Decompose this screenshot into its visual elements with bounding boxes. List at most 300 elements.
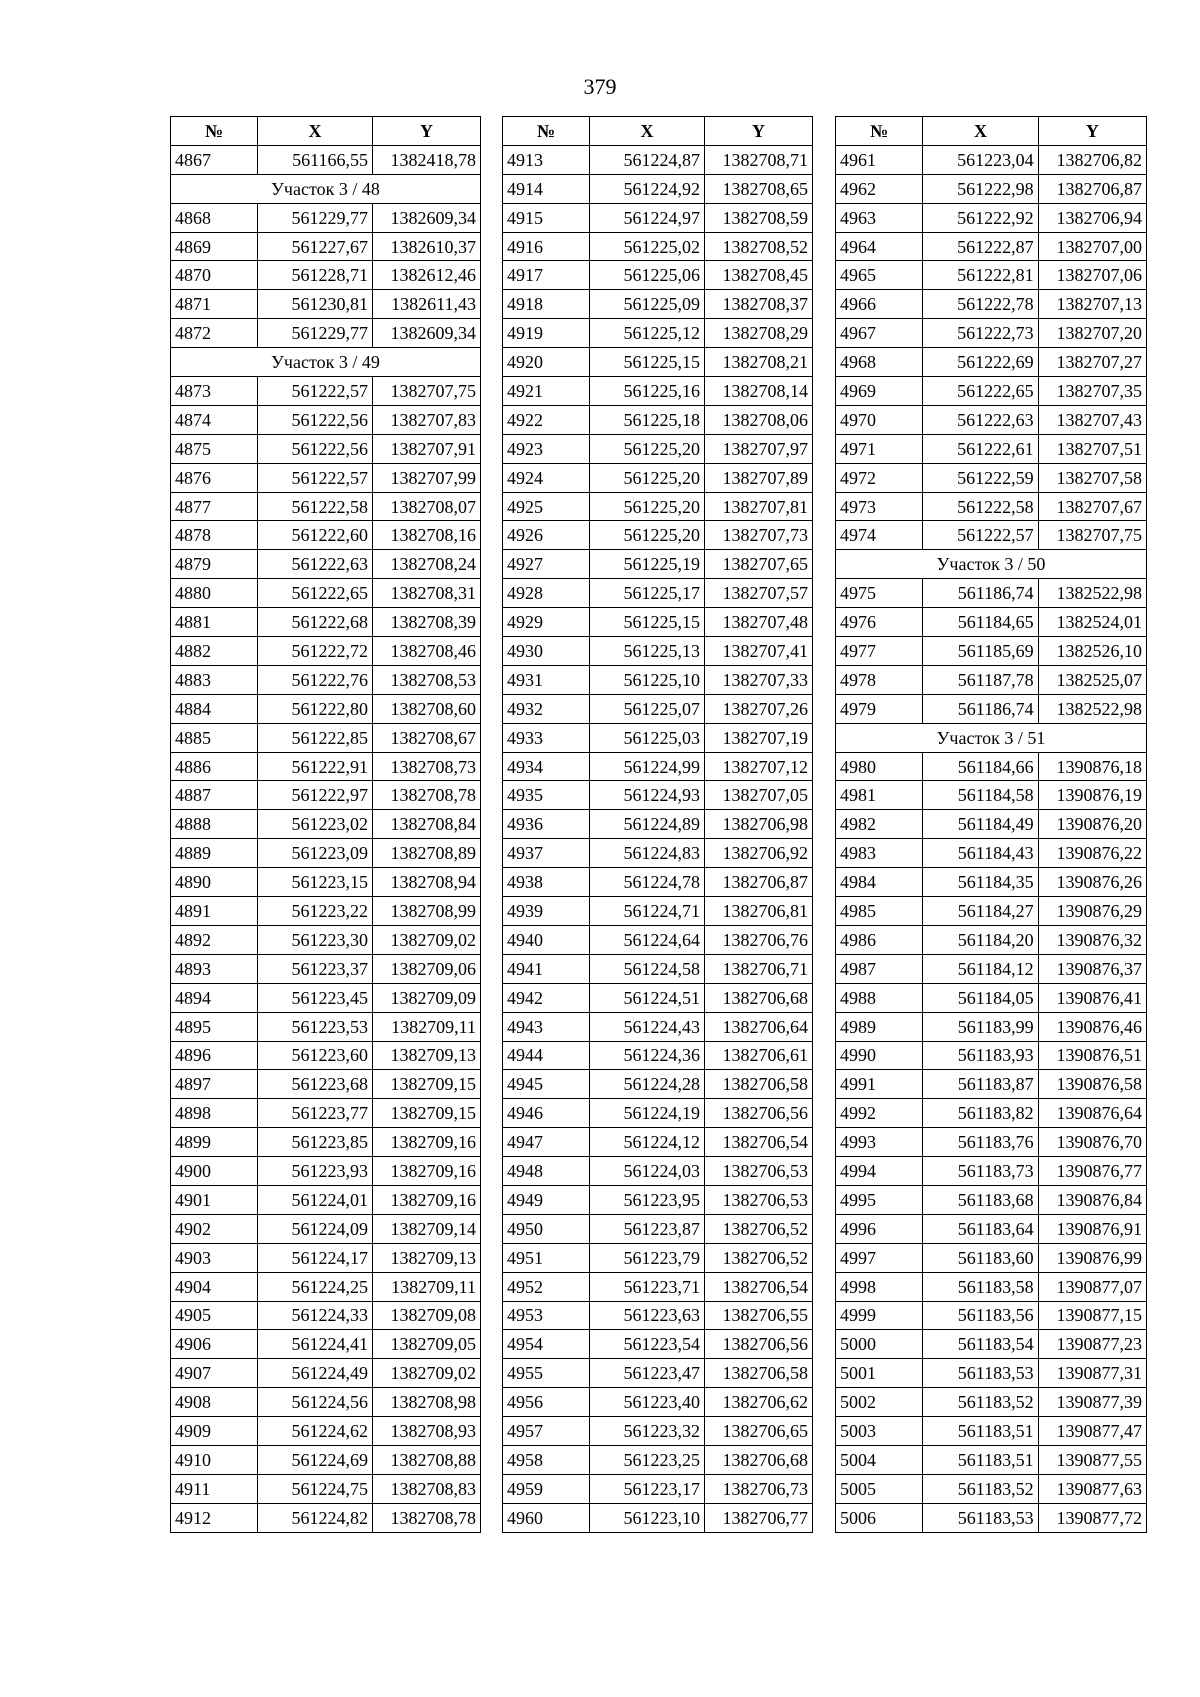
header-y: Y <box>705 117 813 146</box>
cell-x: 561183,53 <box>923 1503 1038 1532</box>
cell-y: 1390876,84 <box>1038 1185 1146 1214</box>
cell-num: 4963 <box>836 203 923 232</box>
cell-x: 561183,87 <box>923 1070 1038 1099</box>
table-row <box>503 1128 813 1157</box>
cell-num: 4884 <box>171 694 258 723</box>
cell-y: 1382706,73 <box>705 1474 813 1503</box>
cell-num: 4906 <box>171 1330 258 1359</box>
cell-num: 4925 <box>503 492 590 521</box>
cell-y: 1382707,41 <box>705 637 813 666</box>
cell-x: 561222,59 <box>923 463 1038 492</box>
cell-num: 4895 <box>171 1012 258 1041</box>
cell-x: 561223,47 <box>590 1359 705 1388</box>
cell-y: 1382706,58 <box>705 1070 813 1099</box>
table-row <box>503 348 813 377</box>
cell-y: 1382707,51 <box>1038 434 1146 463</box>
cell-x: 561224,03 <box>590 1157 705 1186</box>
cell-y: 1382706,61 <box>705 1041 813 1070</box>
cell-num: 4960 <box>503 1503 590 1532</box>
cell-x: 561183,64 <box>923 1214 1038 1243</box>
cell-y: 1382706,58 <box>705 1359 813 1388</box>
cell-x: 561224,12 <box>590 1128 705 1157</box>
cell-x: 561225,18 <box>590 405 705 434</box>
cell-num: 4939 <box>503 897 590 926</box>
cell-x: 561224,43 <box>590 1012 705 1041</box>
coordinates-table-1 <box>170 116 481 1533</box>
cell-x: 561223,10 <box>590 1503 705 1532</box>
cell-x: 561184,27 <box>923 897 1038 926</box>
cell-y: 1382610,37 <box>373 232 481 261</box>
section-row <box>836 723 1147 752</box>
cell-num: 4869 <box>171 232 258 261</box>
cell-x: 561222,91 <box>258 752 373 781</box>
cell-num: 5005 <box>836 1474 923 1503</box>
cell-x: 561224,92 <box>590 174 705 203</box>
cell-y: 1382709,02 <box>373 1359 481 1388</box>
cell-x: 561186,74 <box>923 579 1038 608</box>
cell-x: 561183,73 <box>923 1157 1038 1186</box>
cell-y: 1382708,94 <box>373 868 481 897</box>
cell-x: 561223,77 <box>258 1099 373 1128</box>
cell-x: 561222,65 <box>923 377 1038 406</box>
table-row <box>503 203 813 232</box>
cell-num: 4972 <box>836 463 923 492</box>
table-row <box>836 1503 1147 1532</box>
table-row <box>171 897 481 926</box>
cell-num: 4965 <box>836 261 923 290</box>
cell-y: 1382707,05 <box>705 781 813 810</box>
cell-num: 4993 <box>836 1128 923 1157</box>
cell-y: 1382708,98 <box>373 1388 481 1417</box>
header-x: X <box>258 117 373 146</box>
cell-y: 1382609,34 <box>373 319 481 348</box>
cell-num: 4902 <box>171 1214 258 1243</box>
cell-num: 4964 <box>836 232 923 261</box>
cell-x: 561229,77 <box>258 203 373 232</box>
table-row <box>171 290 481 319</box>
cell-x: 561222,78 <box>923 290 1038 319</box>
cell-num: 4912 <box>171 1503 258 1532</box>
cell-x: 561223,63 <box>590 1301 705 1330</box>
cell-y: 1390876,22 <box>1038 839 1146 868</box>
cell-y: 1390877,39 <box>1038 1388 1146 1417</box>
table-row <box>503 694 813 723</box>
table-header-row <box>503 117 813 146</box>
cell-y: 1382709,11 <box>373 1012 481 1041</box>
cell-num: 4970 <box>836 405 923 434</box>
cell-x: 561224,51 <box>590 983 705 1012</box>
table-row <box>171 1012 481 1041</box>
cell-x: 561225,09 <box>590 290 705 319</box>
table-row <box>503 377 813 406</box>
cell-y: 1382708,59 <box>705 203 813 232</box>
cell-y: 1382707,00 <box>1038 232 1146 261</box>
cell-num: 4917 <box>503 261 590 290</box>
cell-y: 1382708,84 <box>373 810 481 839</box>
table-row <box>171 1359 481 1388</box>
cell-y: 1390876,19 <box>1038 781 1146 810</box>
table-row <box>171 377 481 406</box>
cell-x: 561183,68 <box>923 1185 1038 1214</box>
cell-y: 1390876,37 <box>1038 954 1146 983</box>
table-row <box>171 1417 481 1446</box>
table-row <box>503 1388 813 1417</box>
table-row <box>171 319 481 348</box>
cell-num: 4896 <box>171 1041 258 1070</box>
table-row <box>503 637 813 666</box>
cell-num: 4874 <box>171 405 258 434</box>
cell-x: 561224,69 <box>258 1445 373 1474</box>
cell-num: 4945 <box>503 1070 590 1099</box>
table-row <box>171 665 481 694</box>
table-row <box>503 579 813 608</box>
header-x: X <box>923 117 1038 146</box>
cell-x: 561225,20 <box>590 492 705 521</box>
cell-num: 4951 <box>503 1243 590 1272</box>
cell-y: 1382707,12 <box>705 752 813 781</box>
cell-num: 4962 <box>836 174 923 203</box>
cell-x: 561230,81 <box>258 290 373 319</box>
cell-x: 561222,56 <box>258 434 373 463</box>
cell-y: 1382708,78 <box>373 1503 481 1532</box>
cell-num: 4937 <box>503 839 590 868</box>
page-number: 379 <box>583 74 617 99</box>
cell-x: 561223,68 <box>258 1070 373 1099</box>
cell-y: 1390876,26 <box>1038 868 1146 897</box>
cell-x: 561225,13 <box>590 637 705 666</box>
cell-x: 561183,93 <box>923 1041 1038 1070</box>
cell-y: 1382708,31 <box>373 579 481 608</box>
table-row <box>171 145 481 174</box>
cell-num: 4890 <box>171 868 258 897</box>
cell-y: 1382706,64 <box>705 1012 813 1041</box>
table-row <box>503 897 813 926</box>
cell-x: 561183,51 <box>923 1417 1038 1446</box>
cell-y: 1382706,98 <box>705 810 813 839</box>
table-row <box>171 1185 481 1214</box>
cell-num: 4982 <box>836 810 923 839</box>
header-num: № <box>503 117 590 146</box>
table-row <box>171 1214 481 1243</box>
table-row <box>171 608 481 637</box>
cell-num: 4954 <box>503 1330 590 1359</box>
cell-x: 561184,35 <box>923 868 1038 897</box>
cell-x: 561222,58 <box>923 492 1038 521</box>
section-row <box>171 174 481 203</box>
cell-num: 4936 <box>503 810 590 839</box>
header-x: X <box>590 117 705 146</box>
cell-x: 561225,20 <box>590 463 705 492</box>
cell-num: 4989 <box>836 1012 923 1041</box>
cell-x: 561222,65 <box>258 579 373 608</box>
cell-y: 1382706,94 <box>1038 203 1146 232</box>
cell-y: 1390876,99 <box>1038 1243 1146 1272</box>
cell-y: 1382707,67 <box>1038 492 1146 521</box>
table-row <box>171 434 481 463</box>
table-row <box>836 1359 1147 1388</box>
table-row <box>171 694 481 723</box>
table-row <box>836 1272 1147 1301</box>
cell-y: 1382707,43 <box>1038 405 1146 434</box>
table-row <box>171 1099 481 1128</box>
cell-num: 4961 <box>836 145 923 174</box>
table-row <box>503 983 813 1012</box>
cell-y: 1382707,20 <box>1038 319 1146 348</box>
cell-y: 1382708,53 <box>373 665 481 694</box>
cell-num: 4901 <box>171 1185 258 1214</box>
cell-x: 561184,20 <box>923 925 1038 954</box>
cell-x: 561228,71 <box>258 261 373 290</box>
cell-x: 561224,64 <box>590 925 705 954</box>
cell-y: 1382708,67 <box>373 723 481 752</box>
cell-x: 561222,87 <box>923 232 1038 261</box>
cell-x: 561183,56 <box>923 1301 1038 1330</box>
cell-num: 4923 <box>503 434 590 463</box>
table-row <box>836 868 1147 897</box>
cell-y: 1382708,29 <box>705 319 813 348</box>
table-row <box>171 983 481 1012</box>
table-row <box>836 810 1147 839</box>
cell-y: 1390877,47 <box>1038 1417 1146 1446</box>
cell-x: 561224,25 <box>258 1272 373 1301</box>
cell-y: 1382708,07 <box>373 492 481 521</box>
cell-num: 4957 <box>503 1417 590 1446</box>
cell-x: 561225,20 <box>590 521 705 550</box>
cell-num: 4893 <box>171 954 258 983</box>
table-row <box>836 405 1147 434</box>
table-row <box>836 203 1147 232</box>
cell-y: 1382709,13 <box>373 1243 481 1272</box>
cell-num: 5004 <box>836 1445 923 1474</box>
cell-x: 561222,73 <box>923 319 1038 348</box>
table-row <box>171 810 481 839</box>
cell-y: 1382708,78 <box>373 781 481 810</box>
cell-num: 4908 <box>171 1388 258 1417</box>
table-row <box>503 550 813 579</box>
cell-y: 1390876,41 <box>1038 983 1146 1012</box>
cell-num: 4882 <box>171 637 258 666</box>
cell-num: 4909 <box>171 1417 258 1446</box>
cell-x: 561223,25 <box>590 1445 705 1474</box>
cell-num: 4943 <box>503 1012 590 1041</box>
table-row <box>836 1243 1147 1272</box>
cell-y: 1390876,58 <box>1038 1070 1146 1099</box>
cell-x: 561224,82 <box>258 1503 373 1532</box>
cell-y: 1390876,18 <box>1038 752 1146 781</box>
cell-num: 4871 <box>171 290 258 319</box>
table-row <box>503 839 813 868</box>
cell-y: 1382706,52 <box>705 1214 813 1243</box>
section-row <box>836 550 1147 579</box>
cell-x: 561224,33 <box>258 1301 373 1330</box>
table-row <box>171 1128 481 1157</box>
table-row <box>503 810 813 839</box>
header-num: № <box>171 117 258 146</box>
cell-x: 561222,56 <box>258 405 373 434</box>
table-row <box>836 1417 1147 1446</box>
table-row <box>836 1041 1147 1070</box>
cell-x: 561224,78 <box>590 868 705 897</box>
table-row <box>171 925 481 954</box>
cell-num: 4931 <box>503 665 590 694</box>
table-row <box>171 1503 481 1532</box>
cell-num: 4995 <box>836 1185 923 1214</box>
cell-x: 561224,01 <box>258 1185 373 1214</box>
cell-num: 4959 <box>503 1474 590 1503</box>
header-y: Y <box>1038 117 1146 146</box>
cell-num: 4975 <box>836 579 923 608</box>
cell-y: 1382707,81 <box>705 492 813 521</box>
cell-y: 1382707,83 <box>373 405 481 434</box>
cell-y: 1382612,46 <box>373 261 481 290</box>
table-row <box>836 377 1147 406</box>
table-row <box>171 637 481 666</box>
table-row <box>503 1359 813 1388</box>
cell-y: 1390877,07 <box>1038 1272 1146 1301</box>
cell-y: 1382709,11 <box>373 1272 481 1301</box>
cell-x: 561224,71 <box>590 897 705 926</box>
cell-x: 561222,69 <box>923 348 1038 377</box>
cell-x: 561224,58 <box>590 954 705 983</box>
table-row <box>171 954 481 983</box>
cell-x: 561166,55 <box>258 145 373 174</box>
table-row <box>503 752 813 781</box>
cell-x: 561186,74 <box>923 694 1038 723</box>
cell-num: 4997 <box>836 1243 923 1272</box>
table-row <box>503 1185 813 1214</box>
cell-y: 1382706,68 <box>705 983 813 1012</box>
cell-y: 1390877,15 <box>1038 1301 1146 1330</box>
cell-num: 4935 <box>503 781 590 810</box>
table-row <box>836 694 1147 723</box>
cell-x: 561223,45 <box>258 983 373 1012</box>
cell-num: 4981 <box>836 781 923 810</box>
cell-x: 561225,10 <box>590 665 705 694</box>
cell-num: 4868 <box>171 203 258 232</box>
cell-x: 561222,60 <box>258 521 373 550</box>
cell-y: 1382706,56 <box>705 1099 813 1128</box>
table-row <box>171 261 481 290</box>
cell-num: 4872 <box>171 319 258 348</box>
cell-x: 561223,95 <box>590 1185 705 1214</box>
cell-num: 4891 <box>171 897 258 926</box>
cell-x: 561224,17 <box>258 1243 373 1272</box>
table-row <box>171 550 481 579</box>
cell-num: 4985 <box>836 897 923 926</box>
table-row <box>171 839 481 868</box>
cell-y: 1390877,31 <box>1038 1359 1146 1388</box>
cell-num: 4913 <box>503 145 590 174</box>
cell-y: 1382708,89 <box>373 839 481 868</box>
cell-y: 1382707,89 <box>705 463 813 492</box>
cell-y: 1382706,82 <box>1038 145 1146 174</box>
cell-y: 1382709,13 <box>373 1041 481 1070</box>
cell-x: 561183,52 <box>923 1474 1038 1503</box>
cell-x: 561224,93 <box>590 781 705 810</box>
cell-x: 561222,61 <box>923 434 1038 463</box>
cell-x: 561222,98 <box>923 174 1038 203</box>
cell-num: 4976 <box>836 608 923 637</box>
cell-y: 1382709,15 <box>373 1099 481 1128</box>
cell-y: 1382707,99 <box>373 463 481 492</box>
table-row <box>171 405 481 434</box>
table-row <box>171 1272 481 1301</box>
cell-num: 4904 <box>171 1272 258 1301</box>
table-row <box>503 723 813 752</box>
cell-y: 1382706,53 <box>705 1157 813 1186</box>
cell-num: 4971 <box>836 434 923 463</box>
cell-num: 4977 <box>836 637 923 666</box>
cell-num: 4949 <box>503 1185 590 1214</box>
table-row <box>503 319 813 348</box>
cell-x: 561229,77 <box>258 319 373 348</box>
table-row <box>836 579 1147 608</box>
cell-num: 4892 <box>171 925 258 954</box>
cell-x: 561222,80 <box>258 694 373 723</box>
table-row <box>171 723 481 752</box>
cell-x: 561225,15 <box>590 608 705 637</box>
cell-num: 4900 <box>171 1157 258 1186</box>
table-row <box>836 348 1147 377</box>
cell-x: 561223,87 <box>590 1214 705 1243</box>
table-row <box>836 1012 1147 1041</box>
cell-x: 561184,65 <box>923 608 1038 637</box>
cell-y: 1382708,60 <box>373 694 481 723</box>
table-row <box>503 781 813 810</box>
cell-x: 561224,09 <box>258 1214 373 1243</box>
cell-x: 561222,57 <box>258 463 373 492</box>
cell-num: 4883 <box>171 665 258 694</box>
cell-num: 4988 <box>836 983 923 1012</box>
cell-y: 1382709,05 <box>373 1330 481 1359</box>
table-row <box>171 492 481 521</box>
cell-x: 561222,57 <box>923 521 1038 550</box>
cell-y: 1382707,33 <box>705 665 813 694</box>
cell-y: 1382706,87 <box>705 868 813 897</box>
cell-y: 1382708,45 <box>705 261 813 290</box>
cell-num: 4941 <box>503 954 590 983</box>
cell-x: 561224,89 <box>590 810 705 839</box>
table-row <box>503 954 813 983</box>
cell-num: 4888 <box>171 810 258 839</box>
cell-x: 561225,16 <box>590 377 705 406</box>
cell-y: 1382709,16 <box>373 1157 481 1186</box>
cell-num: 4924 <box>503 463 590 492</box>
cell-num: 4885 <box>171 723 258 752</box>
cell-y: 1382706,56 <box>705 1330 813 1359</box>
cell-x: 561222,92 <box>923 203 1038 232</box>
cell-y: 1382707,06 <box>1038 261 1146 290</box>
cell-num: 4938 <box>503 868 590 897</box>
cell-num: 4887 <box>171 781 258 810</box>
cell-x: 561223,93 <box>258 1157 373 1186</box>
cell-y: 1382708,46 <box>373 637 481 666</box>
cell-y: 1382708,88 <box>373 1445 481 1474</box>
cell-x: 561224,99 <box>590 752 705 781</box>
table-row <box>171 232 481 261</box>
table-row <box>836 1388 1147 1417</box>
header-num: № <box>836 117 923 146</box>
table-row <box>503 665 813 694</box>
section-title: Участок 3 / 49 <box>171 348 481 377</box>
cell-x: 561223,17 <box>590 1474 705 1503</box>
cell-y: 1382706,81 <box>705 897 813 926</box>
cell-num: 4968 <box>836 348 923 377</box>
cell-x: 561222,97 <box>258 781 373 810</box>
section-title: Участок 3 / 51 <box>836 723 1147 752</box>
cell-y: 1382709,14 <box>373 1214 481 1243</box>
cell-x: 561225,07 <box>590 694 705 723</box>
